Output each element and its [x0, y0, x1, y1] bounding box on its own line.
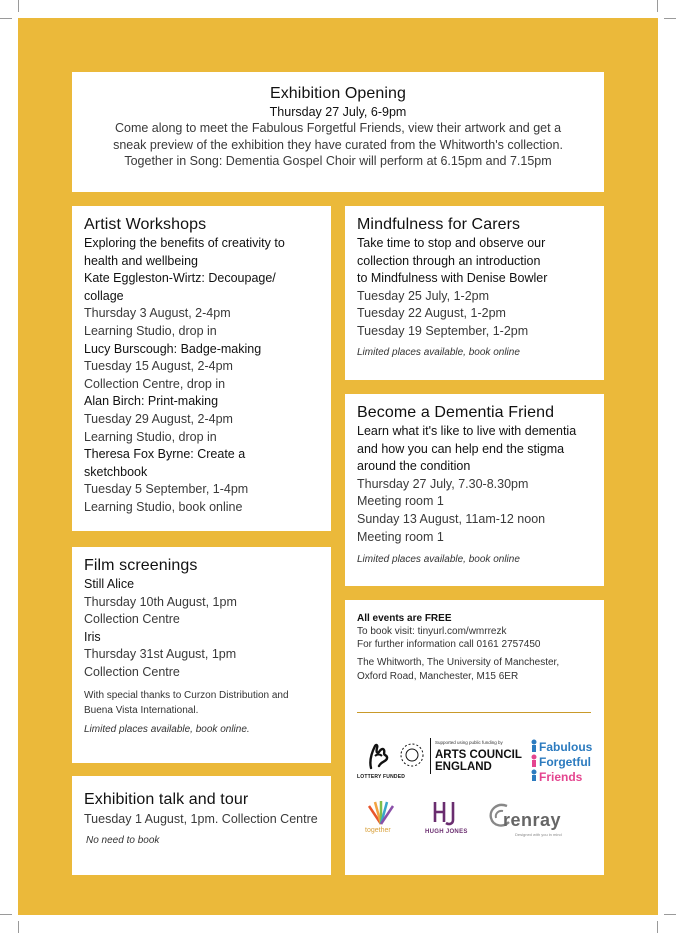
workshop-when: Tuesday 29 August, 2-4pm [84, 411, 233, 426]
dementia-note: Limited places available, book online [357, 554, 520, 566]
film-when: Thursday 31st August, 1pm [84, 647, 237, 662]
renray-tagline: Designed with you in mind [515, 832, 562, 837]
logo-separator [430, 738, 431, 774]
dementia-intro: Learn what it's like to live with dementia [357, 424, 577, 438]
film-name: Still Alice [84, 577, 135, 591]
hj-monogram-icon [433, 800, 457, 826]
divider-rule [357, 712, 591, 713]
film-name: Iris [84, 629, 101, 644]
crop-mark [664, 18, 676, 19]
talk-tour-box [72, 776, 331, 875]
ace-name-line: ARTS COUNCIL [435, 749, 522, 761]
address-line: The Whitworth, The University of Manchester, [357, 657, 560, 668]
workshop-name: sketchbook [84, 464, 148, 479]
film-where: Collection Centre [84, 664, 180, 679]
dementia-session: Meeting room 1 [357, 529, 444, 544]
opening-date: Thursday 27 July, 6-9pm [269, 105, 407, 119]
mindfulness-date: Tuesday 22 August, 1-2pm [357, 306, 506, 321]
free-text: All events are FREE [357, 613, 452, 624]
workshop-when: Tuesday 15 August, 2-4pm [84, 359, 233, 374]
mindfulness-intro: collection through an introduction [357, 253, 541, 268]
together-logo [359, 800, 405, 844]
mindfulness-note: Limited places available, book online [357, 346, 520, 358]
workshop-name: collage [84, 288, 124, 303]
workshop-name: Alan Birch: Print-making [84, 394, 219, 409]
arts-council-logo [399, 738, 529, 784]
dementia-session: Thursday 27 July, 7.30-8.30pm [357, 476, 529, 491]
crop-mark [0, 18, 12, 19]
mindfulness-intro: to Mindfulness with Denise Bowler [357, 271, 548, 286]
crop-mark [657, 0, 658, 12]
workshop-where: Learning Studio, book online [84, 499, 243, 514]
together-text: together [365, 827, 391, 834]
dementia-intro: around the condition [357, 459, 471, 474]
crop-mark [0, 914, 12, 915]
info-box [345, 600, 604, 875]
dementia-session: Sunday 13 August, 11am-12 noon [357, 511, 546, 526]
workshop-when: Tuesday 5 September, 1-4pm [84, 482, 249, 497]
workshop-where: Learning Studio, drop in [84, 323, 217, 338]
hj-text: HUGH JONES [425, 829, 468, 835]
exhibition-opening-box [72, 72, 604, 192]
crop-mark [657, 921, 658, 933]
workshop-name: Kate Eggleston-Wirtz: Decoupage/ [84, 271, 276, 286]
arts-council-roundel-icon [399, 742, 425, 768]
fff-word: Fabulous [539, 740, 593, 754]
dementia-intro: and how you can help end the stigma [357, 441, 565, 456]
workshop-name: Lucy Burscough: Badge-making [84, 341, 262, 356]
opening-desc-line: Together in Song: Dementia Gospel Choir will perform at 6.15pm and 7.15pm [124, 154, 552, 168]
renray-text: renray [503, 810, 562, 830]
films-thanks: With special thanks to Curzon Distribution and [84, 689, 289, 701]
film-screenings-box [72, 547, 331, 763]
talk-note: No need to book [86, 834, 160, 846]
workshop-name: Theresa Fox Byrne: Create a [84, 447, 246, 462]
workshops-title: Artist Workshops [84, 216, 207, 233]
ace-supported-text: Supported using public funding by [435, 740, 503, 745]
films-note: Limited places available, book online. [84, 723, 250, 735]
lottery-crossed-fingers-icon [363, 740, 393, 770]
crop-mark [664, 914, 676, 915]
crop-mark [18, 921, 19, 933]
dementia-title: Become a Dementia Friend [357, 404, 555, 421]
address-line: Oxford Road, Manchester, M15 6ER [357, 671, 519, 682]
phone-text: For further information call 0161 2757450 [357, 639, 541, 650]
crop-mark [18, 0, 19, 12]
opening-desc-line: sneak preview of the exhibition they have curated from the Whitworth's collection. [113, 137, 563, 152]
mindfulness-date: Tuesday 19 September, 1-2pm [357, 323, 529, 338]
hugh-jones-logo [421, 800, 471, 844]
mindfulness-title: Mindfulness for Carers [357, 216, 521, 233]
fff-word: Forgetful [539, 755, 591, 769]
workshop-where: Collection Centre, drop in [84, 376, 226, 391]
opening-desc-line: Come along to meet the Fabulous Forgetful Friends, view their artwork and get a [114, 121, 562, 135]
lottery-funded-text: LOTTERY FUNDED [357, 774, 406, 780]
workshop-where: Learning Studio, drop in [84, 429, 217, 444]
fff-word: Friends [539, 770, 583, 784]
dementia-session: Meeting room 1 [357, 494, 444, 509]
dementia-friend-box [345, 394, 604, 586]
together-burst-icon [366, 800, 396, 826]
talk-title: Exhibition talk and tour [84, 791, 249, 808]
film-where: Collection Centre [84, 612, 180, 627]
ace-name-line: ENGLAND [435, 761, 492, 773]
mindfulness-box [345, 206, 604, 380]
films-thanks: Buena Vista International. [84, 704, 199, 716]
film-when: Thursday 10th August, 1pm [84, 594, 237, 609]
renray-logo [487, 800, 597, 844]
workshops-intro: Exploring the benefits of creativity to [84, 236, 285, 250]
opening-title: Exhibition Opening [269, 85, 407, 102]
booking-text: To book visit: tinyurl.com/wmrrezk [357, 626, 507, 637]
flyer-sheet [18, 18, 658, 915]
fff-logo [529, 738, 593, 786]
talk-when: Tuesday 1 August, 1pm. Collection Centre [84, 812, 318, 826]
films-title: Film screenings [84, 557, 198, 574]
artist-workshops-box [72, 206, 331, 531]
mindfulness-date: Tuesday 25 July, 1-2pm [357, 288, 490, 303]
workshop-when: Thursday 3 August, 2-4pm [84, 306, 231, 321]
fff-figures-icon [529, 738, 539, 782]
mindfulness-intro: Take time to stop and observe our [357, 236, 546, 250]
workshops-intro: health and wellbeing [84, 253, 198, 268]
